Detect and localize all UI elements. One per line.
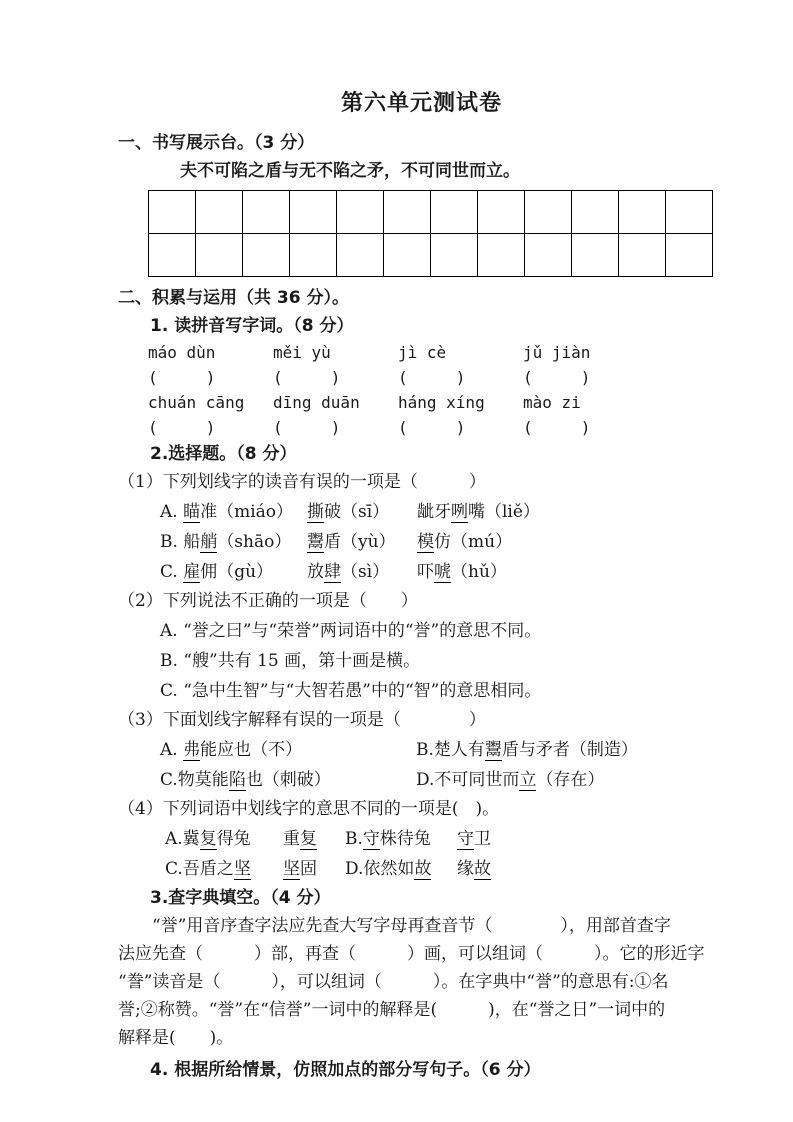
- answer-brackets: ( ): [148, 418, 216, 437]
- text-segment: （sì）: [341, 562, 390, 582]
- writing-cell: [384, 234, 431, 277]
- option-cell: [165, 824, 283, 854]
- bracket-row-2: [148, 415, 725, 440]
- writing-cell: [290, 234, 337, 277]
- writing-cell: [525, 191, 572, 234]
- pinyin-word: mào zi: [523, 393, 581, 412]
- underlined-character: 陷: [228, 770, 246, 790]
- option-cell: [283, 854, 345, 884]
- underlined-character: 立: [519, 770, 537, 790]
- option-cell: [160, 527, 307, 557]
- writing-cell: [337, 191, 384, 234]
- writing-cell: [619, 191, 666, 234]
- writing-cell: [149, 234, 196, 277]
- paragraph-line: “誊”读音是（ ），可以组词（ ）。在字典中“誉”的意思有:①名: [118, 972, 669, 992]
- pinyin-word: chuán cāng: [148, 393, 245, 412]
- q4-heading: 4. 根据所给情景，仿照加点的部分写句子。（6 分）: [150, 1060, 541, 1080]
- writing-cell: [478, 191, 525, 234]
- text-segment: 吓: [417, 562, 434, 582]
- writing-cell: [666, 191, 713, 234]
- q3-heading: 3.查字典填空。（4 分）: [150, 888, 331, 908]
- answer-brackets: ( ): [273, 418, 341, 437]
- page-title: 第六单元测试卷: [340, 91, 502, 116]
- underlined-character: 弗: [183, 740, 201, 760]
- option-cell: [416, 765, 604, 795]
- pinyin-word: jǔ jiàn: [523, 343, 591, 362]
- text-segment: B. 船: [160, 532, 201, 552]
- underlined-character: 唬: [434, 562, 451, 582]
- text-segment: 得兔: [216, 829, 251, 849]
- writing-cell: [290, 191, 337, 234]
- text-segment: 能应也（不）: [200, 740, 303, 760]
- option-cell: [457, 854, 491, 884]
- text-segment: D.依然如: [345, 859, 415, 879]
- paragraph-line: 誉;②称赞。“誉”在“信誉”一词中的解释是( )，在“誉之日”一词中的: [118, 1000, 666, 1020]
- q2-sub3-prompt: （3）下面划线字解释有误的一项是（ ）: [118, 710, 486, 730]
- underlined-character: 守: [457, 829, 474, 849]
- option-cell: [416, 735, 638, 765]
- writing-cell: [572, 234, 619, 277]
- writing-cell: [337, 234, 384, 277]
- option-cell: [417, 557, 507, 587]
- underlined-character: 复: [199, 829, 217, 849]
- answer-brackets: ( ): [523, 418, 591, 437]
- answer-brackets: ( ): [523, 368, 591, 387]
- writing-grid: [148, 190, 713, 277]
- writing-cell: [619, 234, 666, 277]
- underlined-character: 咧: [451, 502, 468, 522]
- text-segment: 盾（yù）: [324, 532, 396, 552]
- text-segment: 缘: [457, 859, 474, 879]
- option-line: A. “誉之曰”与“荣誉”两词语中的“誉”的意思不同。: [160, 621, 542, 641]
- option-row: [160, 497, 725, 527]
- underlined-character: 鬻: [307, 532, 324, 552]
- underlined-character: 撕: [307, 502, 324, 522]
- option-cell: [307, 557, 417, 587]
- option-row: [160, 557, 725, 587]
- underlined-character: 故: [414, 859, 432, 879]
- option-cell: [345, 854, 457, 884]
- option-cell: [160, 765, 416, 795]
- section2-heading: 二、积累与运用（共 36 分）。: [118, 288, 349, 308]
- option-cell: [417, 497, 540, 527]
- option-row: [160, 765, 725, 795]
- text-segment: （shāo）: [217, 532, 292, 552]
- pinyin-row-1: [148, 340, 725, 365]
- text-segment: 佣（gù）: [200, 562, 274, 582]
- pinyin-word: háng xíng: [398, 393, 485, 412]
- text-segment: C.物莫能: [160, 770, 229, 790]
- option-cell: [307, 497, 417, 527]
- text-segment: 固: [300, 859, 317, 879]
- option-cell: [165, 854, 283, 884]
- text-segment: 重: [283, 829, 300, 849]
- pinyin-word: jì cè: [398, 343, 447, 362]
- copy-sentence: 夫不可陷之盾与无不陷之矛，不可同世而立。: [180, 161, 520, 181]
- text-segment: 龇牙: [417, 502, 451, 522]
- section1-heading: 一、书写展示台。（3 分）: [118, 133, 315, 153]
- text-segment: 嘴（liě）: [468, 502, 540, 522]
- option-cell: [307, 527, 417, 557]
- writing-cell: [384, 191, 431, 234]
- answer-brackets: ( ): [398, 368, 466, 387]
- text-segment: B.楚人有: [416, 740, 485, 760]
- paragraph-line: “誉”用音序查字法应先查大写字母再查音节（ ），用部首查字: [118, 916, 671, 936]
- option-row: [165, 854, 725, 884]
- writing-cell: [525, 234, 572, 277]
- option-row: [160, 735, 725, 765]
- text-segment: C.: [160, 562, 184, 582]
- underlined-character: 鬻: [484, 740, 502, 760]
- pinyin-word: měi yù: [273, 343, 331, 362]
- text-segment: （hǔ）: [451, 562, 507, 582]
- option-line: B. “艘”共有 15 画，第十画是横。: [160, 651, 421, 671]
- q1-heading: 1. 读拼音写字词。（8 分）: [150, 316, 354, 336]
- underlined-character: 瞄: [183, 502, 201, 522]
- text-segment: B.: [345, 829, 363, 849]
- text-segment: A.冀: [165, 829, 200, 849]
- option-cell: [160, 735, 416, 765]
- bracket-row-1: [148, 365, 725, 390]
- text-segment: 株待兔: [379, 829, 431, 849]
- underlined-character: 守: [362, 829, 380, 849]
- writing-cell: [572, 191, 619, 234]
- option-cell: [160, 557, 307, 587]
- underlined-character: 雇: [183, 562, 201, 582]
- text-segment: 放: [307, 562, 324, 582]
- writing-cell: [243, 191, 290, 234]
- answer-brackets: ( ): [398, 418, 466, 437]
- underlined-character: 模: [417, 532, 434, 552]
- underlined-character: 故: [474, 859, 491, 879]
- writing-cell: [243, 234, 290, 277]
- underlined-character: 艄: [200, 532, 218, 552]
- writing-cell: [149, 191, 196, 234]
- option-line: C. “急中生智”与“大智若愚”中的“智”的意思相同。: [160, 681, 542, 701]
- option-cell: [457, 824, 491, 854]
- underlined-character: 复: [300, 829, 317, 849]
- q2-heading: 2.选择题。（8 分）: [150, 444, 297, 464]
- underlined-character: 坚: [233, 859, 251, 879]
- pinyin-word: dīng duān: [273, 393, 360, 412]
- text-segment: 也（刺破）: [245, 770, 331, 790]
- writing-cell: [666, 234, 713, 277]
- paragraph-line: 法应先查（ ）部，再查（ ）画，可以组词（ ）。它的形近字: [118, 944, 705, 964]
- text-segment: C.吾盾之: [165, 859, 234, 879]
- text-segment: 盾与矛者（制造）: [501, 740, 638, 760]
- q2-sub2-prompt: （2）下列说法不正确的一项是（ ）: [118, 591, 418, 611]
- paragraph-line: 解释是( )。: [118, 1028, 234, 1048]
- pinyin-word: máo dùn: [148, 343, 216, 362]
- answer-brackets: ( ): [148, 368, 216, 387]
- answer-brackets: ( ): [273, 368, 341, 387]
- text-segment: （存在）: [536, 770, 605, 790]
- option-cell: [345, 824, 457, 854]
- text-segment: 仿（mú）: [434, 532, 513, 552]
- pinyin-row-2: [148, 390, 725, 415]
- writing-cell: [478, 234, 525, 277]
- q2-sub4-prompt: （4）下列词语中划线字的意思不同的一项是( )。: [118, 799, 500, 819]
- writing-cell: [196, 234, 243, 277]
- q2-sub1-prompt: （1）下列划线字的读音有误的一项是（ ）: [118, 472, 486, 492]
- option-cell: [283, 824, 345, 854]
- option-row: [160, 527, 725, 557]
- option-row: [165, 824, 725, 854]
- writing-cell: [431, 191, 478, 234]
- option-cell: [160, 497, 307, 527]
- text-segment: 准（miáo）: [200, 502, 294, 522]
- text-segment: A.: [160, 502, 184, 522]
- underlined-character: 坚: [283, 859, 300, 879]
- text-segment: D.不可同世而: [416, 770, 520, 790]
- writing-cell: [196, 191, 243, 234]
- underlined-character: 肆: [324, 562, 341, 582]
- text-segment: 破（sī）: [324, 502, 390, 522]
- text-segment: 卫: [474, 829, 491, 849]
- option-cell: [417, 527, 512, 557]
- writing-cell: [431, 234, 478, 277]
- text-segment: A.: [160, 740, 184, 760]
